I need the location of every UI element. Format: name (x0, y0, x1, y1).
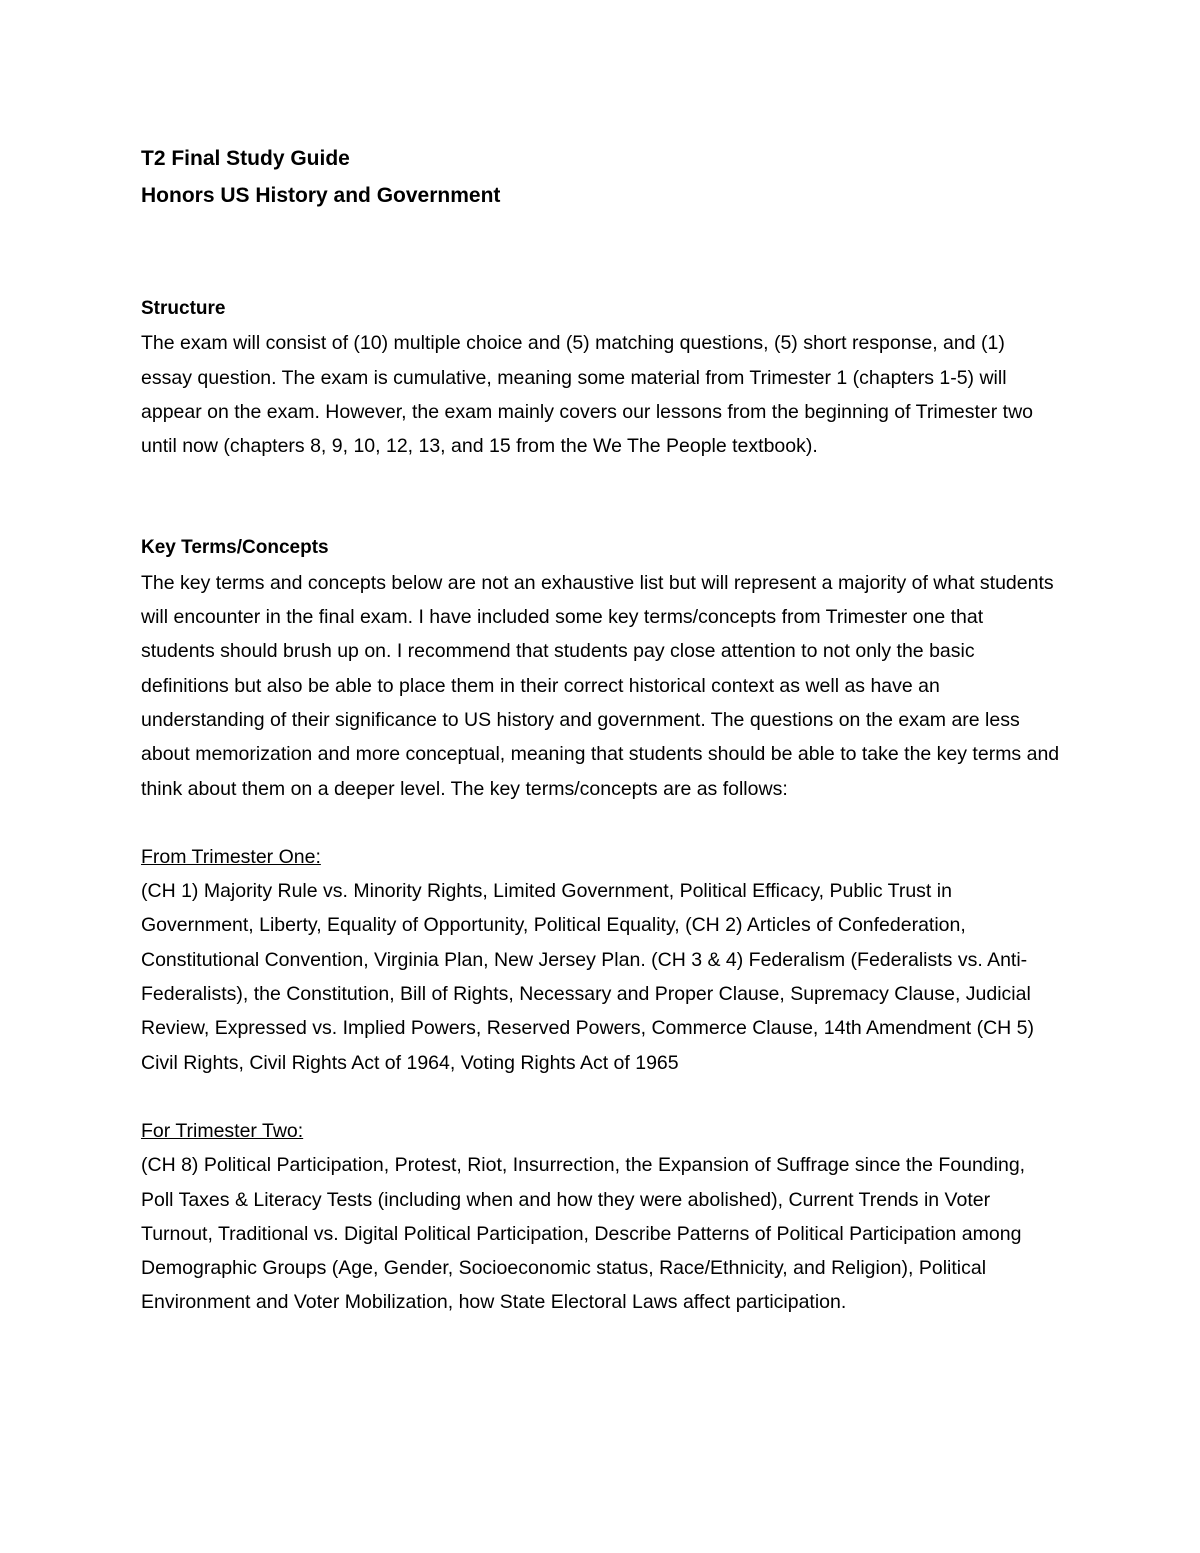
course-title: Honors US History and Government (141, 184, 501, 207)
spacer (141, 463, 1061, 531)
spacer (141, 1080, 1061, 1114)
structure-heading: Structure (141, 298, 226, 319)
trimester-one-heading: From Trimester One: (141, 845, 321, 868)
trimester-two-heading: For Trimester Two: (141, 1119, 304, 1142)
trimester-two-terms: (CH 8) Political Participation, Protest, Riot, Insurrection, the Expansion of Suffrage since the Founding, Poll Taxes & Literacy Tests (including when and how they were abolished), Current Trends in Voter Turnout, Traditional vs. Digital Political Participation, Describe Patterns of Political Participation among Demographic Groups (Age, Gender, Socioeconomic status, Race/Ethnicity, and Religion), Political Environment and Voter Mobilization, how State Electoral Laws affect participation. (141, 1154, 1026, 1314)
trimester-one-terms: (CH 1) Majority Rule vs. Minority Rights, Limited Government, Political Efficacy, Public Trust in Government, Liberty, Equality of Opportunity, Political Equality, (CH 2) Articles of Confederation, Constitutional Convention, Virginia Plan, New Jersey Plan. (CH 3 & 4) Federalism (Federalists vs. Anti-Federalists), the Constitution, Bill of Rights, Necessary and Proper Clause, Supremacy Clause, Judicial Review, Expressed vs. Implied Powers, Reserved Powers, Commerce Clause, 14th Amendment (CH 5) Civil Rights, Civil Rights Act of 1964, Voting Rights Act of 1965 (141, 880, 1035, 1074)
structure-paragraph: The exam will consist of (10) multiple choice and (5) matching questions, (5) short response, and (1) essay question. The exam is cumulative, meaning some material from Trimester 1 (chapters 1-5) will appear on the exam. However, the exam mainly covers our lessons from the beginning of Trimester two until now (chapters 8, 9, 10, 12, 13, and 15 from the We The People textbook). (141, 332, 1034, 458)
document-page (141, 140, 1061, 1320)
document-title: T2 Final Study Guide (141, 147, 350, 170)
spacer (141, 214, 1061, 292)
spacer (141, 806, 1061, 840)
key-terms-paragraph: The key terms and concepts below are not an exhaustive list but will represent a majority of what students will encounter in the final exam. I have included some key terms/concepts from Trimester one that students should brush up on. I recommend that students pay close attention to not only the basic definitions but also be able to place them in their correct historical context as well as have an understanding of their significance to US history and government. The questions on the exam are less about memorization and more conceptual, meaning that students should be able to take the key terms and think about them on a deeper level. The key terms/concepts are as follows: (141, 571, 1060, 800)
key-terms-heading: Key Terms/Concepts (141, 537, 329, 559)
